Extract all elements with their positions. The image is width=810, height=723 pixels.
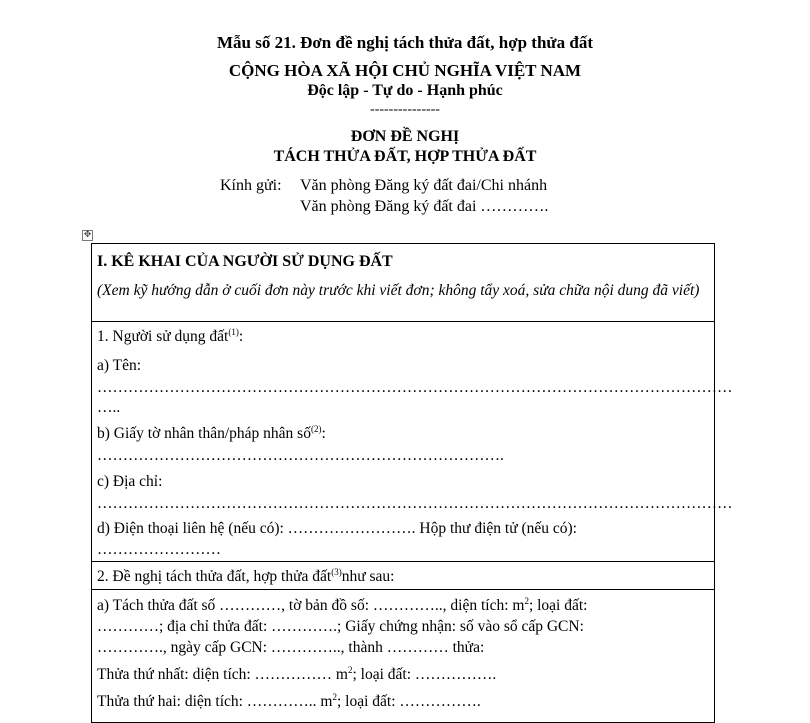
id-document-label: b) Giấy tờ nhân thân/pháp nhân số$^{(2)}$: bbox=[97, 423, 326, 442]
split-plot-line-1: a) Tách thửa đất số …………, tờ bản đồ số: ………….., diện tích: $m^2$; loại đất: bbox=[97, 595, 588, 614]
split-plot-line-3: …………., ngày cấp GCN: ………….., thành ………… thửa: bbox=[97, 639, 485, 656]
split-merge-request-label: 2. Đề nghị tách thửa đất, hợp thửa đất$^{(3)}$như sau: bbox=[97, 566, 395, 585]
email-field[interactable]: …………………… bbox=[97, 541, 221, 558]
split-plot-line-2: …………; địa chỉ thửa đất: ………….; Giấy chứng nhận: số vào sổ cấp GCN: bbox=[97, 618, 584, 635]
row-divider bbox=[92, 589, 714, 590]
row-divider bbox=[92, 561, 714, 562]
name-label: a) Tên: bbox=[97, 357, 142, 374]
contact-phone-email-line: d) Điện thoại liên hệ (nếu có): ……………………. Hộp thư điện tử (nếu có): bbox=[97, 520, 577, 537]
form-number-title: Mẫu số 21. Đơn đề nghị tách thửa đất, hợp thửa đất bbox=[217, 33, 593, 52]
country-name: CỘNG HÒA XÃ HỘI CHỦ NGHĨA VIỆT NAM bbox=[228, 61, 582, 80]
name-field-continued[interactable]: ….. bbox=[97, 399, 121, 416]
recipient-line-2: Văn phòng Đăng ký đất đai …………. bbox=[300, 198, 549, 215]
land-user-label: 1. Người sử dụng đất$^{(1)}$: bbox=[97, 326, 244, 345]
declaration-table bbox=[91, 243, 733, 723]
section-heading: I. KÊ KHAI CỦA NGƯỜI SỬ DỤNG ĐẤT bbox=[97, 253, 393, 270]
id-document-field[interactable]: ……………………………………………………………………. bbox=[97, 447, 504, 464]
section-instructions: (Xem kỹ hướng dẫn ở cuối đơn này trước khi viết đơn; không tẩy xoá, sửa chữa nội dung đã viết) bbox=[97, 282, 700, 299]
address-field[interactable]: …………………………………………………………………………………………………………… bbox=[97, 495, 733, 512]
recipient-line-1: Văn phòng Đăng ký đất đai/Chi nhánh bbox=[300, 177, 548, 194]
national-motto: Độc lập - Tự do - Hạnh phúc bbox=[307, 82, 503, 99]
document-title: ĐƠN ĐỀ NGHỊ bbox=[350, 128, 460, 145]
table-move-handle-icon[interactable]: ✥ bbox=[83, 230, 92, 240]
row-divider bbox=[92, 321, 714, 322]
second-plot-line: Thửa thứ hai: diện tích: ………….. $m^2$; loại đất: ……………. bbox=[97, 691, 481, 710]
document-subtitle: TÁCH THỬA ĐẤT, HỢP THỬA ĐẤT bbox=[273, 148, 537, 165]
first-plot-line: Thửa thứ nhất: diện tích: …………… $m^2$; loại đất: ……………. bbox=[97, 664, 497, 683]
header-divider: --------------- bbox=[370, 102, 440, 117]
address-label: c) Địa chỉ: bbox=[97, 473, 163, 490]
recipient-label: Kính gửi: bbox=[220, 177, 282, 194]
name-field[interactable]: …………………………………………………………………………………………………………… bbox=[97, 379, 733, 396]
